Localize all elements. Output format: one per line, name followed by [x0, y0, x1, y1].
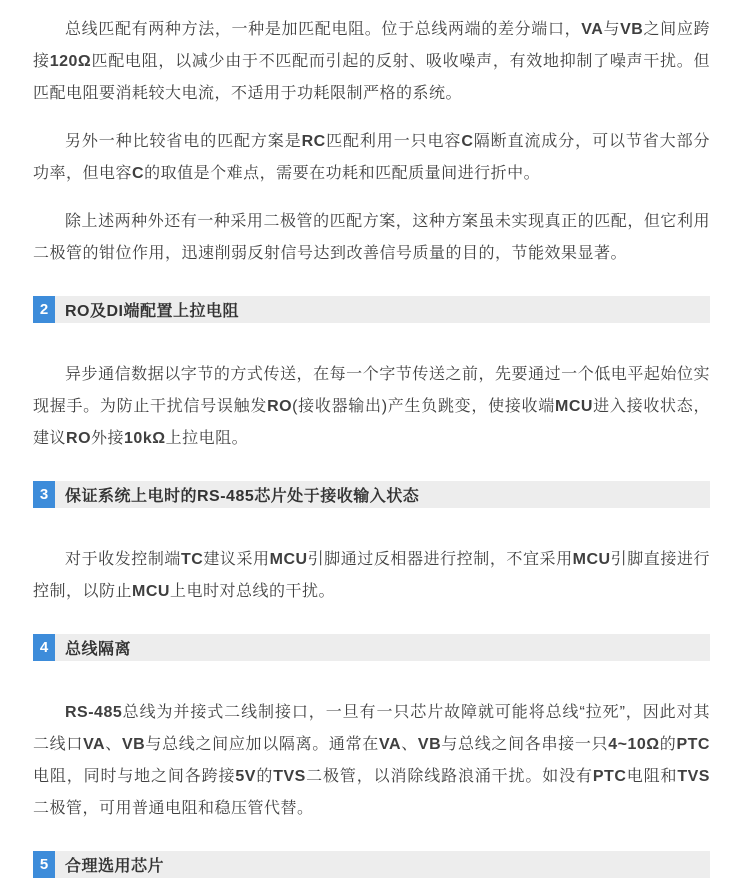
bold-text-run: VB [620, 21, 644, 38]
text-run: 二极管，以消除线路浪涌干扰。如没有 [305, 768, 593, 785]
text-run: 隔断直流成分，可以节省大部分功率，但电容 [33, 133, 710, 182]
section-heading [33, 481, 710, 508]
section-number-badge: 3 [33, 481, 55, 508]
text-run: 进入接收状态，建议 [33, 398, 710, 447]
paragraph [33, 544, 710, 608]
bold-text-run: MCU [555, 398, 593, 415]
bold-text-run: C [461, 133, 474, 150]
bold-text-run: VB [121, 736, 146, 753]
text-run: 电阻，同时与地之间各跨接 [33, 768, 236, 785]
section-title: 保证系统上电时的RS-485芯片处于接收输入状态 [65, 488, 420, 505]
bold-text-run: VA [581, 21, 604, 38]
text-run: 总线匹配有两种方法，一种是加匹配电阻。位于总线两端的差分端口， [65, 21, 582, 38]
bold-text-run: TVS [273, 768, 306, 785]
text-run: 上拉电阻。 [165, 430, 249, 447]
paragraph [33, 14, 710, 110]
paragraph [33, 126, 710, 190]
text-run: (接收器输出)产生负跳变，使接收端 [292, 398, 555, 415]
bold-text-run: VB [417, 736, 442, 753]
text-run: 异步通信数据以字节的方式传送，在每一个字节传送之前，先要通过一个低电平起始位实现握手。为防止干扰信号误触发 [33, 366, 710, 415]
bold-text-run: RC [301, 133, 326, 150]
section-number-badge: 4 [33, 634, 55, 661]
bold-text-run: MCU [132, 583, 170, 600]
text-run: 、 [105, 736, 122, 753]
bold-text-run: TC [180, 551, 204, 568]
text-run: 总线为并接式二线制接口，一旦有一只芯片故障就可能将总线“拉死”，因此对其二线口 [33, 704, 710, 753]
bold-text-run: 120Ω [49, 53, 92, 70]
text-run: 的 [255, 768, 274, 785]
text-run: 之间应跨接 [33, 21, 710, 70]
text-run: 对于收发控制端 [65, 551, 181, 568]
text-run: 二极管，可用普通电阻和稳压管代替。 [33, 800, 314, 817]
text-run: 、 [401, 736, 418, 753]
text-run: 与总线之间各串接一只 [441, 736, 609, 753]
bold-text-run: PTC [676, 736, 710, 753]
text-run: 匹配利用一只电容 [325, 133, 462, 150]
text-run: 电阻和 [626, 768, 678, 785]
section-number-badge: 5 [33, 851, 55, 878]
bold-text-run: MCU [572, 551, 611, 568]
text-run: 的 [659, 736, 677, 753]
bold-text-run: RO [267, 398, 293, 415]
bold-text-run: C [132, 165, 145, 182]
section-heading [33, 851, 710, 878]
section-title: 总线隔离 [65, 641, 132, 658]
section-title: 合理选用芯片 [65, 858, 165, 875]
text-run: 建议采用 [203, 551, 270, 568]
bold-text-run: RS-485 [65, 704, 123, 721]
section-title: RO及DI端配置上拉电阻 [65, 303, 240, 320]
bold-text-run: RO [66, 430, 92, 447]
text-run: 引脚通过反相器进行控制，不宜采用 [307, 551, 573, 568]
bold-text-run: 4~10Ω [608, 736, 660, 753]
bold-text-run: VA [379, 736, 402, 753]
text-run: 外接 [91, 430, 125, 447]
paragraph [33, 206, 710, 270]
bold-text-run: MCU [269, 551, 308, 568]
text-run: 另外一种比较省电的匹配方案是 [65, 133, 302, 150]
text-run: 与 [603, 21, 621, 38]
text-run: 匹配电阻，以减少由于不匹配而引起的反射、吸收噪声，有效地抑制了噪声干扰。但匹配电阻要消耗较大电流，不适用于功耗限制严格的系统。 [33, 53, 710, 102]
section-heading [33, 296, 710, 323]
bold-text-run: 10kΩ [124, 430, 166, 447]
article-body [33, 14, 710, 878]
bold-text-run: PTC [592, 768, 627, 785]
bold-text-run: VA [83, 736, 106, 753]
paragraph [33, 697, 710, 825]
bold-text-run: 5V [235, 768, 256, 785]
text-run: 与总线之间应加以隔离。通常在 [145, 736, 379, 753]
text-run: 除上述两种外还有一种采用二极管的匹配方案，这种方案虽未实现真正的匹配，但它利用二极管的钳位作用，迅速削弱反射信号达到改善信号质量的目的，节能效果显著。 [33, 213, 710, 262]
bold-text-run: TVS [677, 768, 710, 785]
paragraph [33, 359, 710, 455]
section-number-badge: 2 [33, 296, 55, 323]
text-run: 上电时对总线的干扰。 [169, 583, 335, 600]
text-run: 引脚直接进行控制，以防止 [33, 551, 710, 600]
text-run: 的取值是个难点，需要在功耗和匹配质量间进行折中。 [144, 165, 541, 182]
section-heading [33, 634, 710, 661]
